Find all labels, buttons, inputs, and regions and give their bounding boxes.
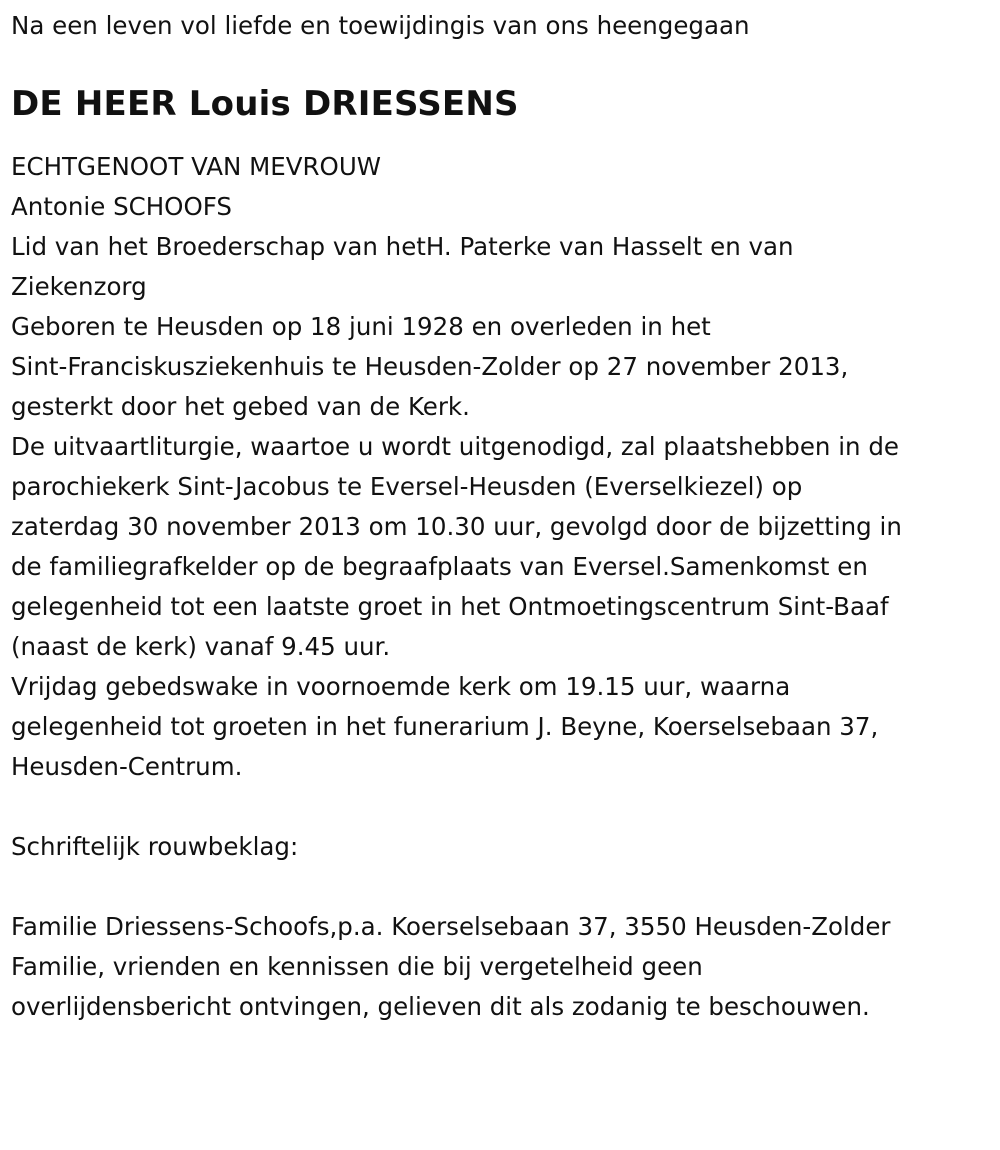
birth-death-line: Sint-Franciskusziekenhuis te Heusden-Zolder op 27 november 2013, [11, 351, 849, 381]
birth-death-line: gesterkt door het gebed van de Kerk. [11, 391, 470, 421]
closing-line: overlijdensbericht ontvingen, gelieven dit als zodanig te beschouwen. [11, 991, 870, 1021]
birth-death-line: Geboren te Heusden op 18 juni 1928 en overleden in het [11, 311, 711, 341]
details-block [11, 307, 986, 787]
condolence-label: Schriftelijk rouwbeklag: [11, 831, 299, 861]
family-address: Familie Driessens-Schoofs,p.a. Koerselsebaan 37, 3550 Heusden-Zolder [11, 911, 891, 941]
membership-block [11, 227, 986, 307]
funeral-line: de familiegrafkelder op de begraafplaats van Eversel.Samenkomst en [11, 551, 868, 581]
membership-line: Lid van het Broederschap van hetH. Paterke van Hasselt en van [11, 231, 794, 261]
funeral-line: zaterdag 30 november 2013 om 10.30 uur, gevolgd door de bijzetting in [11, 511, 902, 541]
closing-line: Familie, vrienden en kennissen die bij vergetelheid geen [11, 951, 703, 981]
funeral-line: gelegenheid tot een laatste groet in het Ontmoetingscentrum Sint-Baaf [11, 591, 889, 621]
funeral-line: De uitvaartliturgie, waartoe u wordt uitgenodigd, zal plaatshebben in de [11, 431, 899, 461]
intro-text: Na een leven vol liefde en toewijdingis van ons heengegaan [11, 11, 750, 40]
wake-line: Heusden-Centrum. [11, 751, 243, 781]
funeral-line: (naast de kerk) vanaf 9.45 uur. [11, 631, 391, 661]
obituary-notice [11, 6, 986, 1027]
spouse-name: Antonie SCHOOFS [11, 191, 232, 221]
wake-line: Vrijdag gebedswake in voornoemde kerk om 19.15 uur, waarna [11, 671, 791, 701]
wake-line: gelegenheid tot groeten in het funerarium J. Beyne, Koerselsebaan 37, [11, 711, 879, 741]
closing-block [11, 947, 986, 1027]
membership-line: Ziekenzorg [11, 271, 147, 301]
deceased-name: DE HEER Louis DRIESSENS [11, 84, 519, 124]
spouse-label: ECHTGENOOT VAN MEVROUW [11, 151, 382, 181]
funeral-line: parochiekerk Sint-Jacobus te Eversel-Heusden (Everselkiezel) op [11, 471, 803, 501]
